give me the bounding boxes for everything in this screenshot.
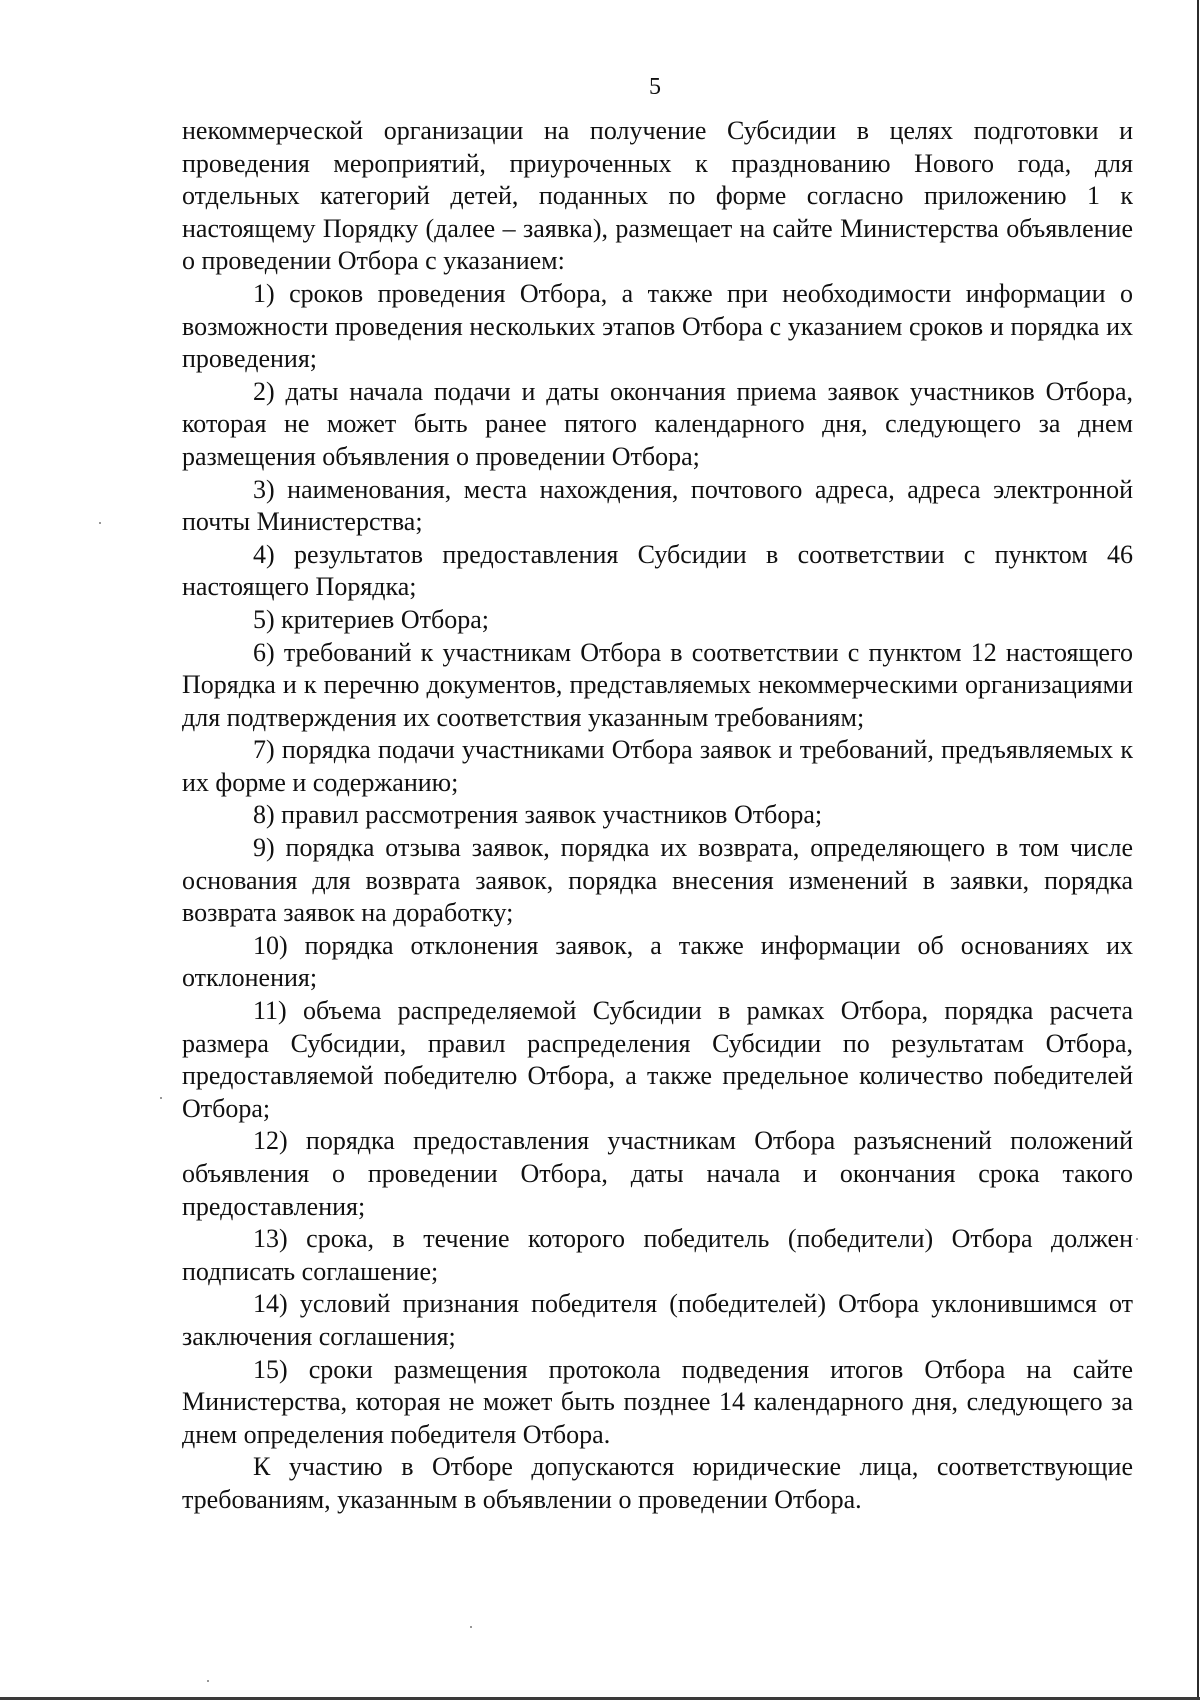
list-item-9: 9) порядка отзыва заявок, порядка их возврата, определяющего в том числе основания для возврата заявок, порядка внесения изменений в заявки, порядка возврата заявок на доработку; bbox=[182, 833, 1133, 928]
scan-speck bbox=[160, 1097, 162, 1099]
document-body bbox=[182, 115, 1133, 1517]
list-item-2: 2) даты начала подачи и даты окончания приема заявок участников Отбора, которая не может быть ранее пятого календарного дня, следующего за днем размещения объявления о проведении Отбора; bbox=[182, 376, 1133, 471]
closing-paragraph: К участию в Отборе допускаются юридические лица, соответствующие требованиям, указанным в объявлении о проведении Отбора. bbox=[182, 1452, 1133, 1514]
list-item-13: 13) срока, в течение которого победитель (победители) Отбора должен подписать соглашение; bbox=[182, 1224, 1133, 1286]
list-item-7: 7) порядка подачи участниками Отбора заявок и требований, предъявляемых к их форме и содержанию; bbox=[182, 735, 1133, 797]
scan-speck bbox=[1136, 1238, 1138, 1240]
page-number: 5 bbox=[649, 74, 661, 100]
scan-speck bbox=[207, 1680, 209, 1682]
list-item-1: 1) сроков проведения Отбора, а также при необходимости информации о возможности проведения нескольких этапов Отбора с указанием сроков и порядка их проведения; bbox=[182, 278, 1133, 374]
list-item-15: 15) сроки размещения протокола подведения итогов Отбора на сайте Министерства, которая не может быть позднее 14 календарного дня, следующего за днем определения победителя Отбора. bbox=[182, 1354, 1133, 1449]
list-item-11: 11) объема распределяемой Субсидии в рамках Отбора, порядка расчета размера Субсидии, правил распределения Субсидии по результатам Отбора, предоставляемой победителю Отбора, а также предельное количество победителей Отбора; bbox=[182, 996, 1133, 1123]
scan-speck bbox=[99, 522, 101, 524]
list-item-6: 6) требований к участникам Отбора в соответствии с пунктом 12 настоящего Порядка и к перечню документов, представляемых некоммерческими организациями для подтверждения их соответствия указанным требованиям; bbox=[182, 637, 1133, 732]
list-item-10: 10) порядка отклонения заявок, а также информации об основаниях их отклонения; bbox=[182, 930, 1133, 993]
list-item-5: 5) критериев Отбора; bbox=[253, 604, 489, 634]
scan-speck bbox=[470, 1626, 472, 1628]
intro-paragraph: некоммерческой организации на получение Субсидии в целях подготовки и проведения мероприятий, приуроченных к празднованию Нового года, для отдельных категорий детей, поданных по форме согласно приложению 1 к настоящему Порядку (далее – заявка), размещает на сайте Министерства объявление о проведении Отбора с указанием: bbox=[182, 116, 1133, 276]
list-item-4: 4) результатов предоставления Субсидии в соответствии с пунктом 46 настоящего Порядка; bbox=[182, 539, 1133, 602]
list-item-3: 3) наименования, места нахождения, почтового адреса, адреса электронной почты Министерства; bbox=[182, 474, 1133, 537]
list-item-8: 8) правил рассмотрения заявок участников Отбора; bbox=[253, 800, 823, 830]
scan-edge-right bbox=[1197, 0, 1199, 1700]
list-item-12: 12) порядка предоставления участникам Отбора разъяснений положений объявления о проведении Отбора, даты начала и окончания срока такого предоставления; bbox=[182, 1126, 1133, 1221]
list-item-14: 14) условий признания победителя (победителей) Отбора уклонившимся от заключения соглашения; bbox=[182, 1289, 1133, 1351]
